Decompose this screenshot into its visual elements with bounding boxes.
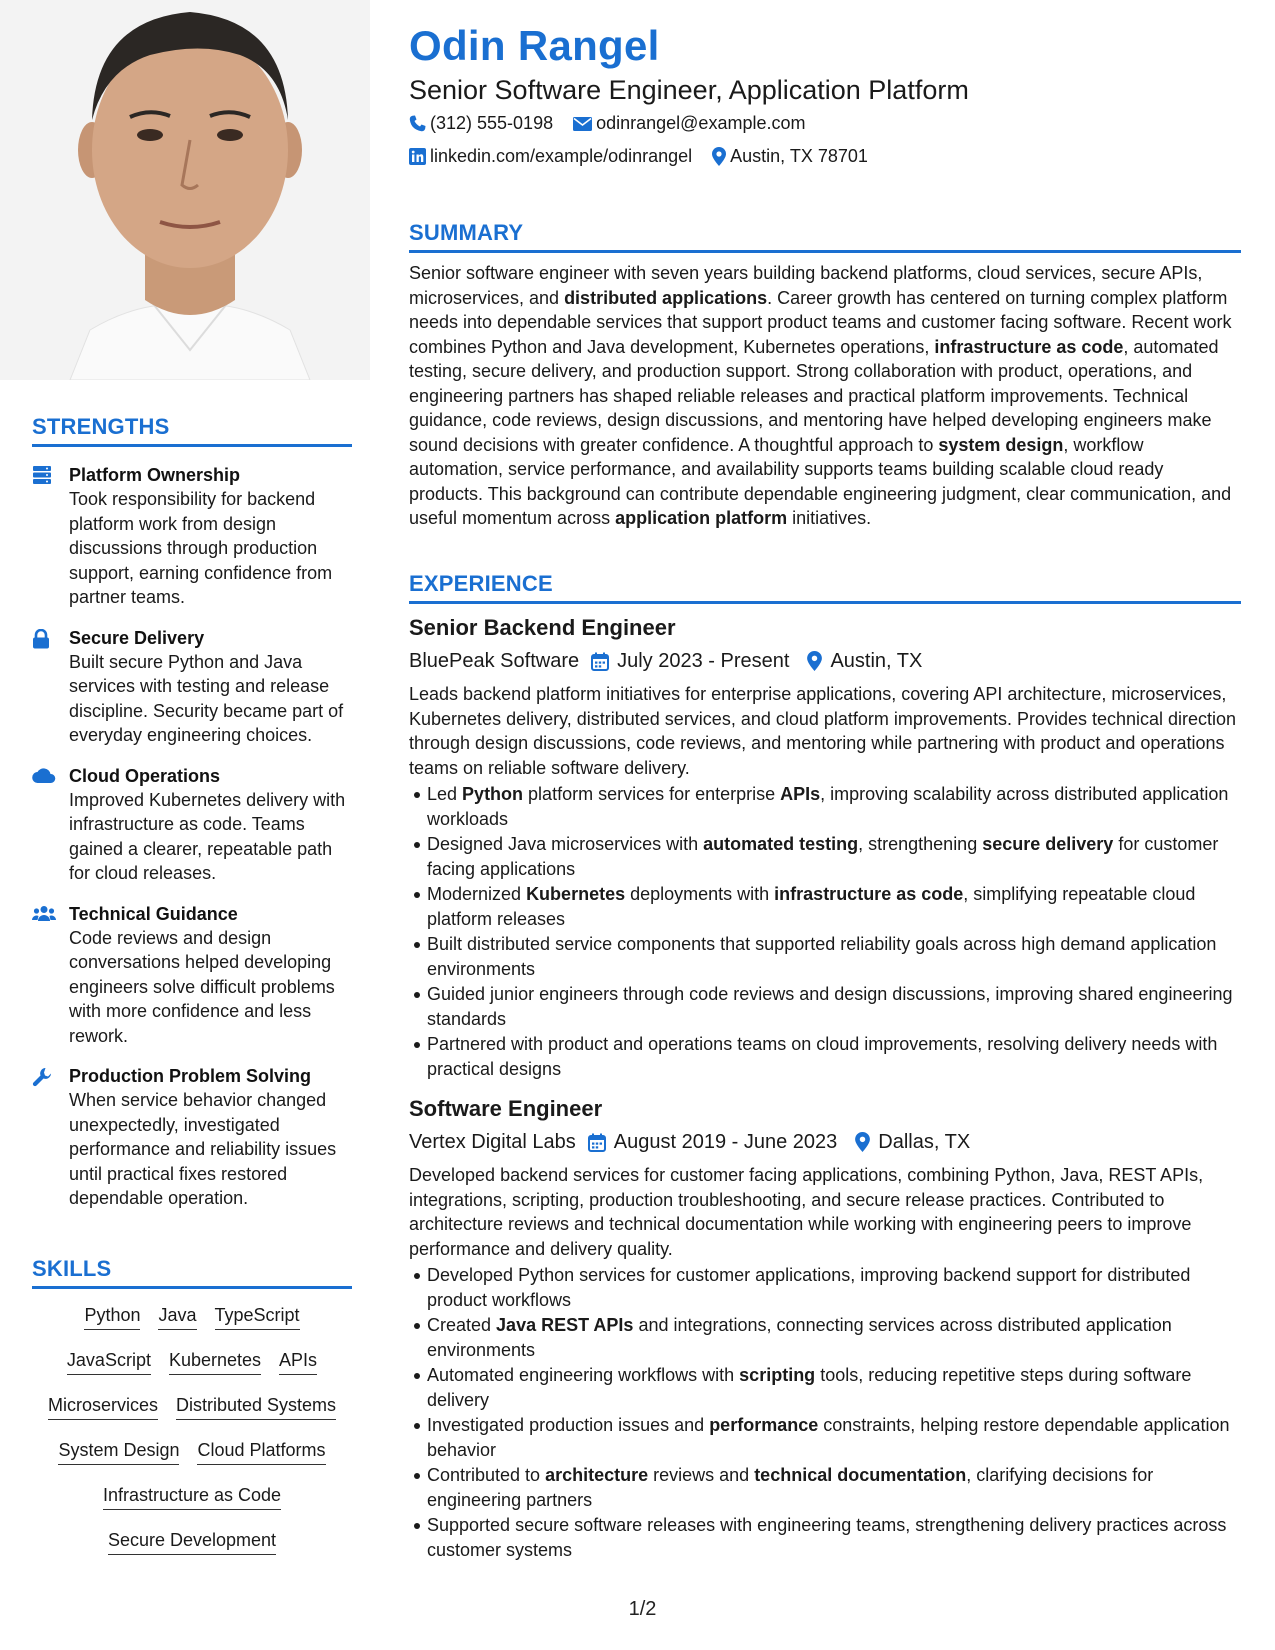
skill-tag: APIs xyxy=(279,1348,317,1375)
strength-title: Technical Guidance xyxy=(69,903,238,924)
job-entry xyxy=(409,1095,1241,1562)
skill-row xyxy=(32,1348,352,1393)
map-pin-icon xyxy=(712,147,726,166)
job-list xyxy=(409,614,1241,1562)
job-meta xyxy=(409,648,1241,674)
phone-text: (312) 555-0198 xyxy=(430,113,554,133)
bold-phrase: infrastructure as code xyxy=(934,336,1124,357)
experience-section xyxy=(409,571,1241,1562)
bullet-item: Led Python platform services for enterprise APIs, improving scalability across distributed application workloads xyxy=(427,782,1241,831)
skill-row xyxy=(32,1393,352,1438)
skill-row xyxy=(32,1303,352,1348)
lock-icon xyxy=(32,626,69,748)
job-dates: July 2023 - Present xyxy=(617,650,790,672)
wrench-icon xyxy=(32,1064,69,1211)
strength-item xyxy=(32,463,352,610)
skill-tag: Secure Development xyxy=(108,1528,276,1555)
cloud-icon xyxy=(32,764,69,886)
bold-phrase: Python xyxy=(462,784,524,804)
skill-tag: Infrastructure as Code xyxy=(103,1483,281,1510)
strength-text: Code reviews and design conversations helped developing engineers solve difficult problems with more confidence and less rework. xyxy=(69,927,335,1046)
job-dates: August 2019 - June 2023 xyxy=(613,1131,838,1153)
bullet-item: Built distributed service components that supported reliability goals across high demand application environments xyxy=(427,932,1241,981)
job-bullets xyxy=(409,782,1241,1081)
phone-icon xyxy=(409,115,426,132)
summary-heading: SUMMARY xyxy=(409,220,1241,253)
skill-tag: Microservices xyxy=(48,1393,158,1420)
bullet-item: Developed Python services for customer applications, improving backend support for distributed product workflows xyxy=(427,1263,1241,1312)
location-contact xyxy=(712,146,868,167)
profile-photo xyxy=(0,0,370,380)
job-entry xyxy=(409,614,1241,1081)
users-icon xyxy=(32,902,69,1049)
linkedin-text: linkedin.com/example/odinrangel xyxy=(430,146,693,166)
map-pin-icon xyxy=(855,1132,870,1152)
bullet-item: Automated engineering workflows with scripting tools, reducing repetitive steps during software delivery xyxy=(427,1363,1241,1412)
strength-item xyxy=(32,626,352,748)
job-title: Software Engineer xyxy=(409,1096,603,1121)
phone-contact[interactable] xyxy=(409,113,553,134)
linkedin-icon xyxy=(409,148,426,165)
strengths-heading: STRENGTHS xyxy=(32,414,352,447)
skill-row xyxy=(32,1438,352,1483)
bold-phrase: performance xyxy=(709,1415,819,1435)
server-icon xyxy=(32,463,69,610)
strength-item xyxy=(32,1064,352,1211)
bold-phrase: Kubernetes xyxy=(526,884,626,904)
strength-title: Cloud Operations xyxy=(69,765,221,786)
bold-phrase: technical documentation xyxy=(754,1465,967,1485)
skills-section xyxy=(32,1256,352,1573)
strength-text: When service behavior changed unexpectedly, investigated performance and reliability issues until practical fixes restored dependable operation. xyxy=(69,1090,337,1208)
sidebar xyxy=(0,0,370,1650)
email-contact[interactable] xyxy=(573,113,805,134)
strength-text: Improved Kubernetes delivery with infrastructure as code. Teams gained a clearer, repeatable path for cloud releases. xyxy=(69,789,346,883)
strength-item xyxy=(32,764,352,886)
candidate-name: Odin Rangel xyxy=(409,22,660,69)
bold-phrase: automated testing xyxy=(703,834,859,854)
bullet-item: Guided junior engineers through code reviews and design discussions, improving shared engineering standards xyxy=(427,982,1241,1031)
bold-phrase: system design xyxy=(938,434,1064,455)
strength-text: Took responsibility for backend platform work from design discussions through production support, earning confidence from partner teams. xyxy=(69,489,333,607)
skill-tag: JavaScript xyxy=(67,1348,151,1375)
bullet-item: Supported secure software releases with engineering teams, strengthening delivery practices across customer systems xyxy=(427,1513,1241,1562)
envelope-icon xyxy=(573,117,592,131)
job-description: Developed backend services for customer facing applications, combining Python, Java, REST APIs, integrations, scripting, production troubleshooting, and secure release practices. Contributed to architecture reviews and technical documentation while working with engineering peers to improve performance and delivery quality. xyxy=(409,1165,1204,1259)
skills-list xyxy=(32,1303,352,1573)
job-location: Austin, TX xyxy=(830,650,923,672)
bold-phrase: infrastructure as code xyxy=(774,884,964,904)
bullet-item: Contributed to architecture reviews and technical documentation, clarifying decisions for engineering partners xyxy=(427,1463,1241,1512)
skill-row xyxy=(32,1528,352,1573)
bold-phrase: architecture xyxy=(545,1465,649,1485)
strengths-section xyxy=(32,414,352,1211)
bullet-item: Modernized Kubernetes deployments with infrastructure as code, simplifying repeatable cloud platform releases xyxy=(427,882,1241,931)
bullet-item: Partnered with product and operations teams on cloud improvements, resolving delivery needs with practical designs xyxy=(427,1032,1241,1081)
map-pin-icon xyxy=(807,651,822,671)
job-title: Senior Backend Engineer xyxy=(409,615,676,640)
strength-title: Production Problem Solving xyxy=(69,1066,312,1086)
email-text: odinrangel@example.com xyxy=(596,113,806,133)
strength-title: Platform Ownership xyxy=(69,465,241,485)
skill-tag: System Design xyxy=(58,1438,179,1465)
skill-tag: Cloud Platforms xyxy=(197,1438,325,1465)
linkedin-contact[interactable] xyxy=(409,146,692,167)
bullet-item: Created Java REST APIs and integrations, connecting services across distributed application environments xyxy=(427,1313,1241,1362)
job-location: Dallas, TX xyxy=(878,1131,971,1153)
bold-phrase: distributed applications xyxy=(564,287,768,308)
bold-phrase: APIs xyxy=(780,784,821,804)
company-name: Vertex Digital Labs xyxy=(409,1131,576,1153)
job-bullets xyxy=(409,1263,1241,1562)
profile-photo-illustration xyxy=(0,0,370,380)
job-meta xyxy=(409,1129,1241,1155)
contact-row xyxy=(409,146,888,167)
location-text: Austin, TX 78701 xyxy=(730,146,868,166)
bold-phrase: scripting xyxy=(739,1365,816,1385)
strength-text: Built secure Python and Java services with testing and release discipline. Security became part of everyday engineering choices. xyxy=(69,651,344,745)
skill-tag: TypeScript xyxy=(215,1303,300,1330)
experience-heading: EXPERIENCE xyxy=(409,571,1241,604)
candidate-headline: Senior Software Engineer, Application Platform xyxy=(409,75,969,105)
skill-tag: Distributed Systems xyxy=(176,1393,336,1420)
strength-title: Secure Delivery xyxy=(69,627,205,648)
job-description: Leads backend platform initiatives for enterprise applications, covering API architecture, microservices, Kubernetes delivery, distributed services, and cloud platform improvements. Provides technical direction through design discussions, code reviews, and mentoring while partnering with product and operations teams on reliable software delivery. xyxy=(409,684,1237,778)
company-name: BluePeak Software xyxy=(409,650,580,672)
bold-phrase: Java REST APIs xyxy=(496,1315,634,1335)
contact-row xyxy=(409,113,825,134)
calendar-icon xyxy=(591,652,609,671)
skill-tag: Kubernetes xyxy=(169,1348,261,1375)
skill-row xyxy=(32,1483,352,1528)
page-number: 1/2 xyxy=(628,1598,657,1620)
bold-phrase: application platform xyxy=(615,508,788,528)
bold-phrase: secure delivery xyxy=(982,834,1114,854)
bullet-item: Investigated production issues and performance constraints, helping restore dependable application behavior xyxy=(427,1413,1241,1462)
skill-tag: Java xyxy=(158,1303,196,1330)
calendar-icon xyxy=(588,1133,606,1152)
skill-tag: Python xyxy=(84,1303,140,1330)
summary-text: Senior software engineer with seven years building backend platforms, cloud services, secure APIs, microservices, and distributed applications. Career growth has centered on turning complex platform needs into dependable services that support product teams and customer facing software. Recent work combines Python and Java development, Kubernetes operations, infrastructure as code, automated testing, secure delivery, and production support. Strong collaboration with product, operations, and engineering partners has shaped reliable releases and practical platform improvements. Technical guidance, code reviews, design discussions, and mentoring have helped developing engineers make sound decisions with greater confidence. A thoughtful approach to system design, workflow automation, service performance, and availability supports teams building scalable cloud ready products. This background can contribute dependable engineering judgment, clear communication, and useful momentum across application platform initiatives. xyxy=(409,263,1232,528)
summary-section xyxy=(409,220,1241,531)
skills-heading: SKILLS xyxy=(32,1256,352,1289)
strength-item xyxy=(32,902,352,1049)
bullet-item: Designed Java microservices with automated testing, strengthening secure delivery for customer facing applications xyxy=(427,832,1241,881)
